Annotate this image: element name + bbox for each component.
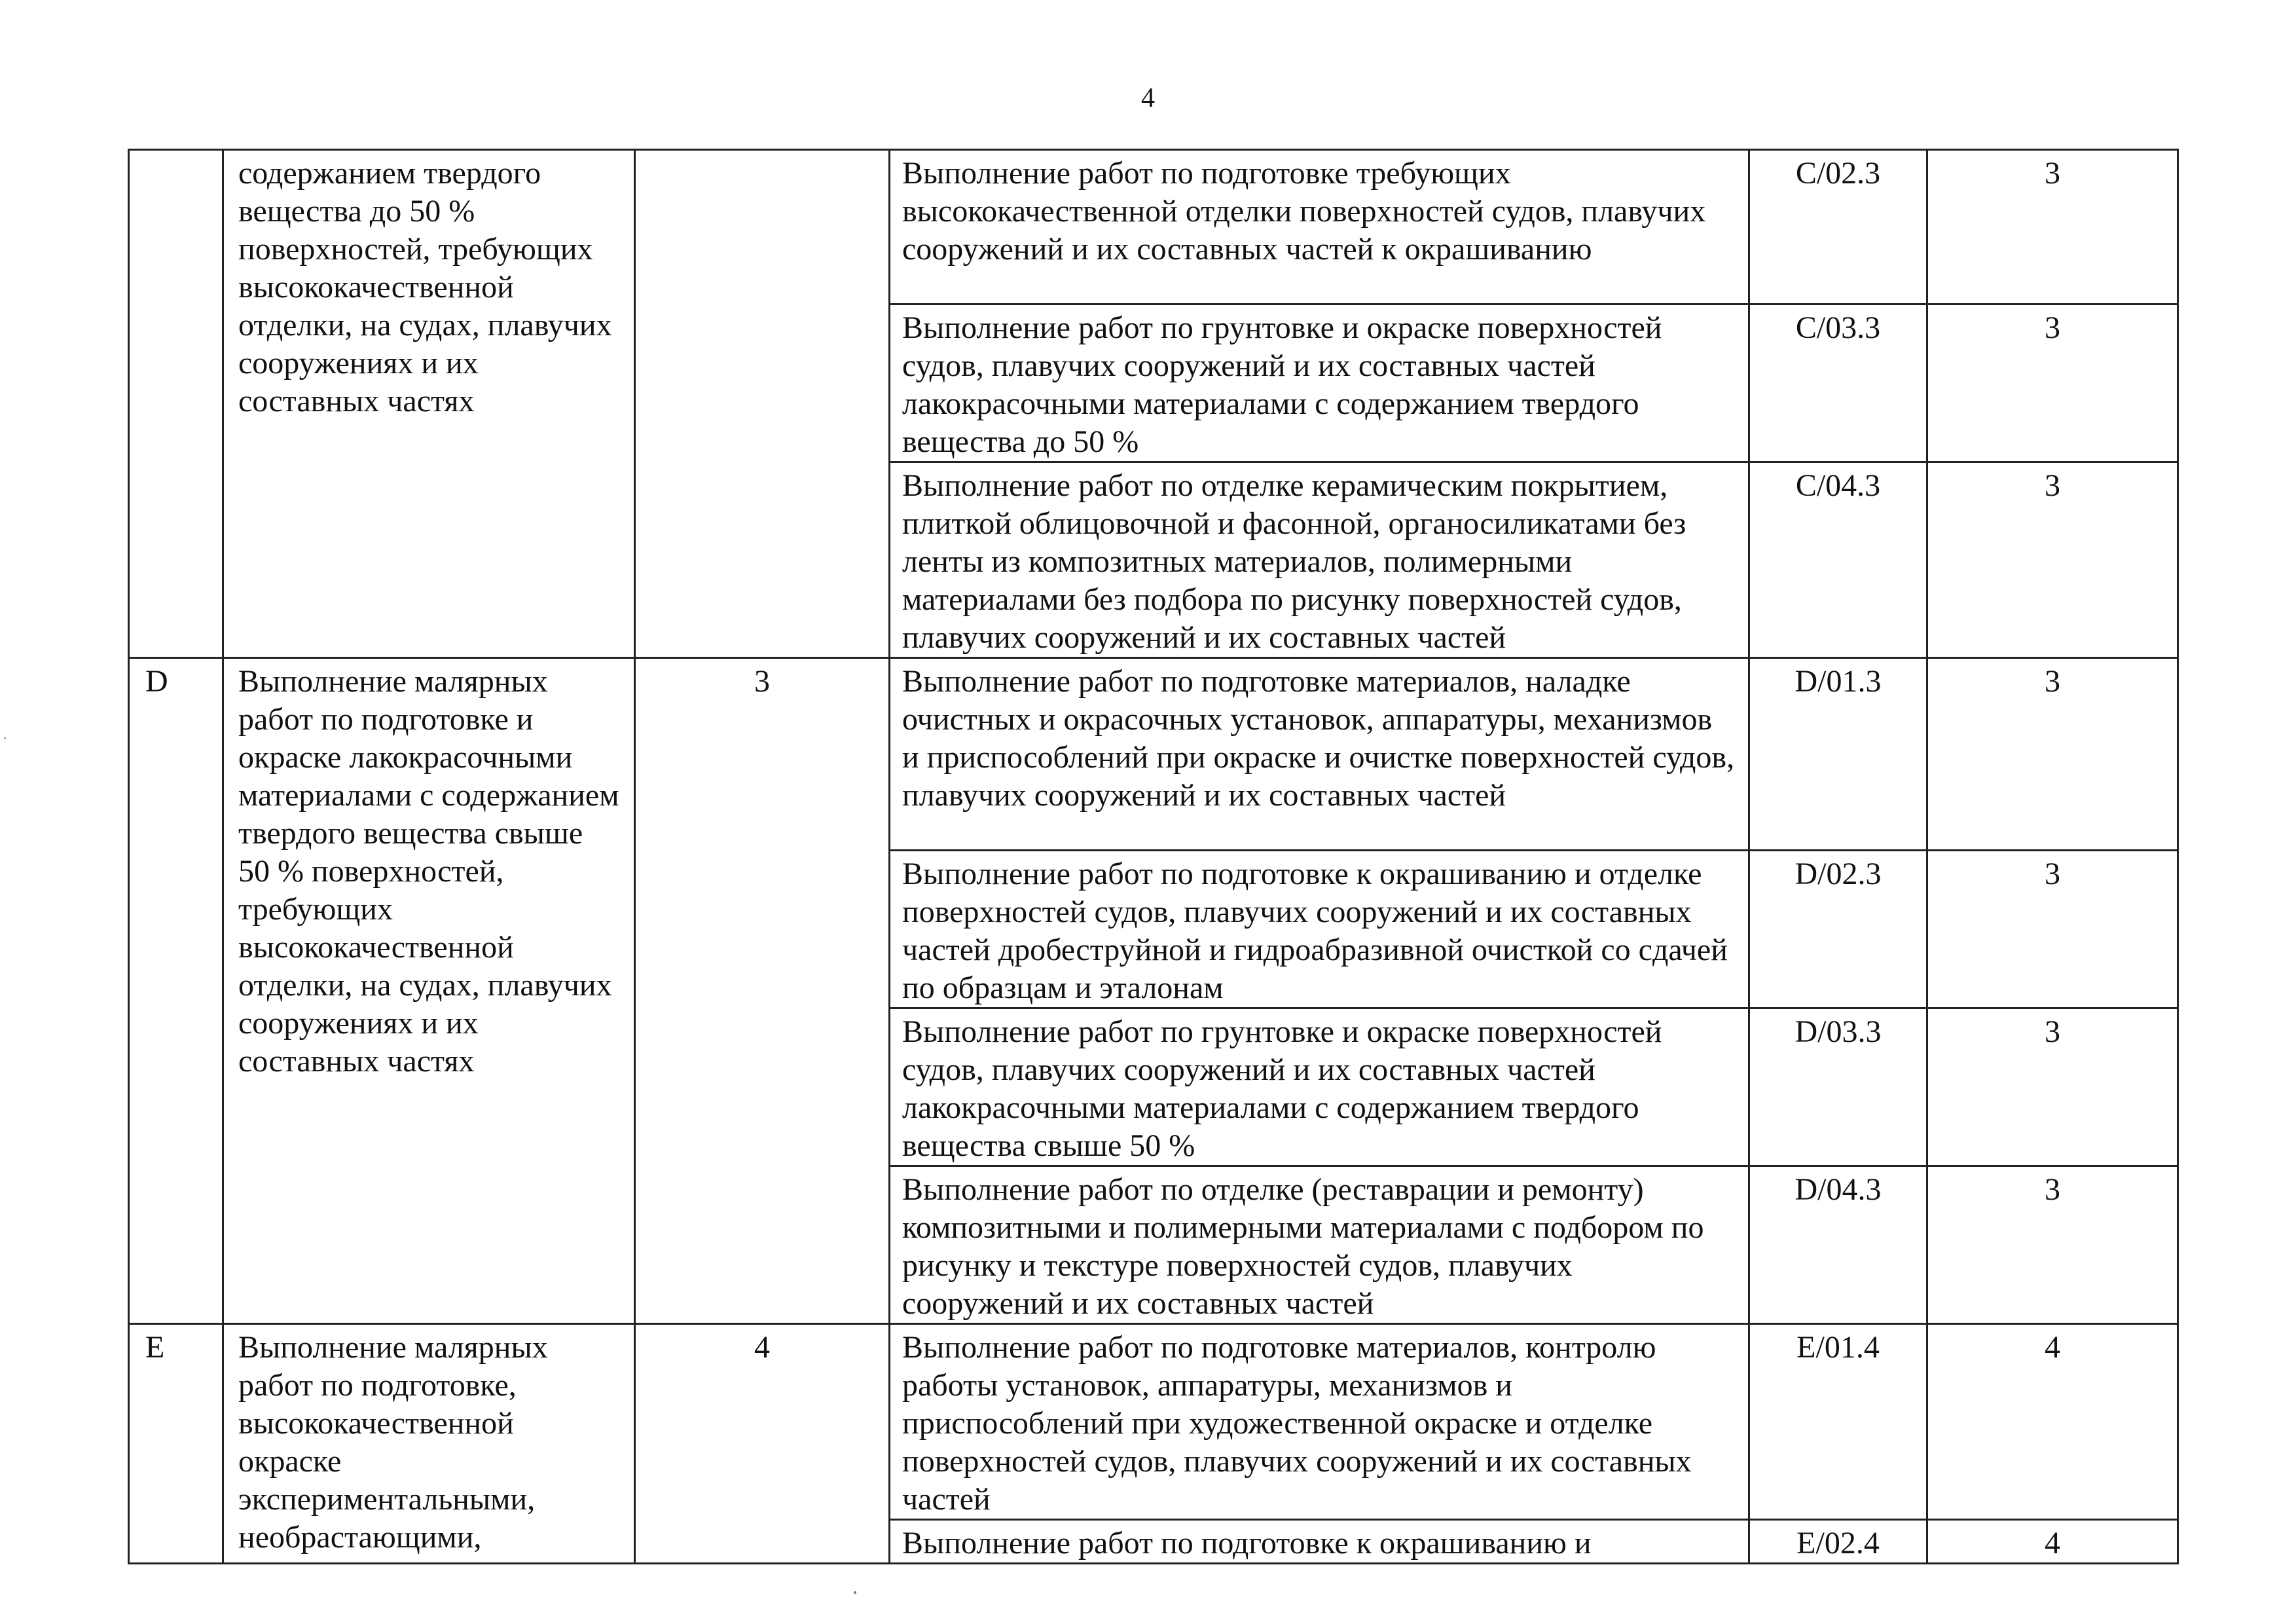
labor-function-code: E/02.4 (1749, 1520, 1927, 1564)
general-function-code (129, 150, 223, 658)
labor-function-level: 4 (1927, 1324, 2178, 1520)
labor-function-code: D/01.3 (1749, 658, 1927, 851)
labor-function-name: Выполнение работ по подготовке к окрашиванию и отделке поверхностей судов, плавучих сооружений и их составных частей дробеструйной и гидроабразивной очисткой со сдачей по образцам и эталонам (890, 851, 1749, 1008)
labor-function-code: D/02.3 (1749, 851, 1927, 1008)
labor-function-level: 3 (1927, 658, 2178, 851)
general-function-code: E (129, 1324, 223, 1564)
labor-function-name: Выполнение работ по отделке (реставрации и ремонту) композитными и полимерными материалами с подбором по рисунку и текстуре поверхностей судов, плавучих сооружений и их составных частей (890, 1166, 1749, 1324)
scan-speck (854, 1591, 856, 1594)
labor-function-code: E/01.4 (1749, 1324, 1927, 1520)
labor-function-level: 3 (1927, 1166, 2178, 1324)
qualification-level: 4 (635, 1324, 890, 1564)
labor-function-name: Выполнение работ по грунтовке и окраске поверхностей судов, плавучих сооружений и их составных частей лакокрасочными материалами с содержанием твердого вещества до 50 % (890, 304, 1749, 462)
general-function-name: Выполнение малярных работ по подготовке и окраске лакокрасочными материалами с содержанием твердого вещества свыше 50 % поверхностей, требующих высококачественной отделки, на судах, плавучих сооружениях и их составных частях (223, 658, 635, 1324)
labor-function-level: 3 (1927, 1008, 2178, 1166)
table-row (129, 150, 2178, 304)
labor-function-code: D/04.3 (1749, 1166, 1927, 1324)
labor-function-level: 3 (1927, 851, 2178, 1008)
table-row (129, 658, 2178, 851)
labor-function-level: 3 (1927, 462, 2178, 658)
labor-function-name: Выполнение работ по отделке керамическим покрытием, плиткой облицовочной и фасонной, органосиликатами без ленты из композитных материалов, полимерными материалами без подбора по рисунку поверхностей судов, плавучих сооружений и их составных частей (890, 462, 1749, 658)
labor-function-level: 3 (1927, 150, 2178, 304)
qualification-level: 3 (635, 658, 890, 1324)
labor-function-level: 3 (1927, 304, 2178, 462)
general-function-name: содержанием твердого вещества до 50 % поверхностей, требующих высококачественной отделки, на судах, плавучих сооружениях и их составных частях (223, 150, 635, 658)
general-function-name: Выполнение малярных работ по подготовке, высококачественной окраске экспериментальными, необрастающими, (223, 1324, 635, 1564)
labor-function-name: Выполнение работ по подготовке материалов, наладке очистных и окрасочных установок, аппаратуры, механизмов и приспособлений при окраске и очистке поверхностей судов, плавучих сооружений и их составных частей (890, 658, 1749, 851)
qualification-level (635, 150, 890, 658)
table-row (129, 1324, 2178, 1520)
labor-function-name: Выполнение работ по грунтовке и окраске поверхностей судов, плавучих сооружений и их составных частей лакокрасочными материалами с содержанием твердого вещества свыше 50 % (890, 1008, 1749, 1166)
labor-function-code: C/02.3 (1749, 150, 1927, 304)
scan-speck (4, 737, 6, 739)
labor-function-name: Выполнение работ по подготовке материалов, контролю работы установок, аппаратуры, механизмов и приспособлений при художественной окраске и отделке поверхностей судов, плавучих сооружений и их составных частей (890, 1324, 1749, 1520)
page-number: 4 (1141, 83, 1155, 113)
qualification-table (128, 149, 2179, 1564)
labor-function-name: Выполнение работ по подготовке к окрашиванию и (890, 1520, 1749, 1564)
labor-function-level: 4 (1927, 1520, 2178, 1564)
labor-function-code: D/03.3 (1749, 1008, 1927, 1166)
labor-function-code: C/04.3 (1749, 462, 1927, 658)
general-function-code: D (129, 658, 223, 1324)
labor-function-name: Выполнение работ по подготовке требующих высококачественной отделки поверхностей судов, плавучих сооружений и их составных частей к окрашиванию (890, 150, 1749, 304)
labor-function-code: C/03.3 (1749, 304, 1927, 462)
